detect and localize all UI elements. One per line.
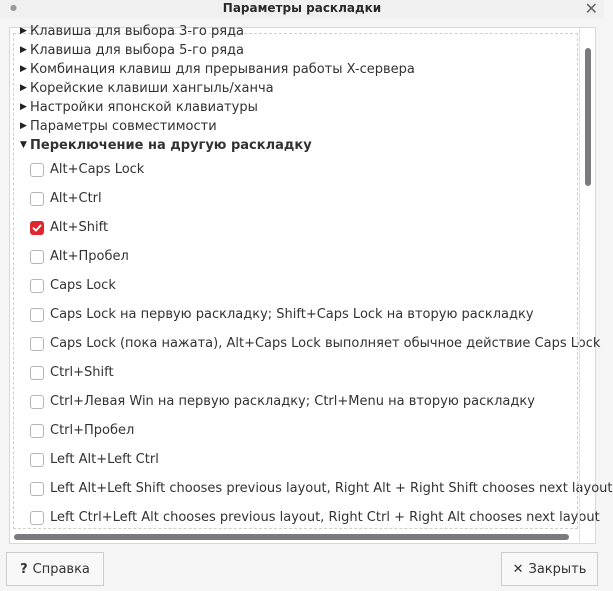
option-label: Alt+Caps Lock bbox=[50, 162, 145, 177]
close-button[interactable] bbox=[501, 552, 598, 586]
tree-group[interactable] bbox=[14, 22, 579, 41]
option-label: Ctrl+Левая Win на первую раскладку; Ctrl+Menu на вторую раскладку bbox=[50, 394, 535, 409]
option-checkbox[interactable] bbox=[30, 192, 44, 206]
option-row[interactable] bbox=[14, 416, 579, 445]
option-row[interactable] bbox=[14, 445, 579, 474]
tree-group-label: Настройки японской клавиатуры bbox=[30, 100, 258, 115]
help-button[interactable] bbox=[6, 552, 104, 586]
vertical-scrollbar[interactable] bbox=[579, 28, 595, 530]
tree-group-label: Клавиша для выбора 3-го ряда bbox=[30, 24, 245, 39]
vertical-scrollbar-thumb[interactable] bbox=[585, 48, 591, 186]
tree-group-label: Переключение на другую раскладку bbox=[30, 138, 312, 153]
option-label: Alt+Пробел bbox=[50, 249, 129, 264]
expand-arrow-icon[interactable]: ▶ bbox=[20, 121, 27, 131]
option-checkbox[interactable] bbox=[30, 482, 44, 496]
option-row[interactable] bbox=[14, 474, 613, 503]
checkmark-icon bbox=[32, 223, 42, 233]
option-checkbox[interactable] bbox=[30, 395, 44, 409]
tree-group[interactable] bbox=[14, 41, 579, 60]
option-checkbox[interactable] bbox=[30, 221, 44, 235]
close-icon: ✕ bbox=[512, 561, 524, 577]
tree-group-label: Параметры совместимости bbox=[30, 119, 217, 134]
option-label: Alt+Shift bbox=[50, 220, 109, 235]
option-row[interactable] bbox=[14, 358, 579, 387]
tree-group[interactable] bbox=[14, 117, 579, 136]
option-checkbox[interactable] bbox=[30, 424, 44, 438]
option-checkbox[interactable] bbox=[30, 366, 44, 380]
tree-content bbox=[14, 22, 613, 532]
expand-arrow-icon[interactable]: ▶ bbox=[20, 26, 27, 36]
tree-group-label: Корейские клавиши хангыль/ханча bbox=[30, 81, 274, 96]
option-checkbox[interactable] bbox=[30, 163, 44, 177]
option-checkbox[interactable] bbox=[30, 279, 44, 293]
option-label: Caps Lock (пока нажата), Alt+Caps Lock выполняет обычное действие Caps Lock bbox=[50, 336, 601, 351]
help-button-label: Справка bbox=[32, 561, 90, 577]
expand-arrow-icon[interactable]: ▶ bbox=[20, 45, 27, 55]
option-label: Caps Lock bbox=[50, 278, 116, 293]
option-checkbox[interactable] bbox=[30, 250, 44, 264]
option-checkbox[interactable] bbox=[30, 337, 44, 351]
option-checkbox[interactable] bbox=[30, 453, 44, 467]
option-label: Ctrl+Пробел bbox=[50, 423, 135, 438]
horizontal-scrollbar-thumb[interactable] bbox=[14, 534, 569, 540]
option-checkbox[interactable] bbox=[30, 511, 44, 525]
title-bar bbox=[0, 0, 604, 18]
option-row[interactable] bbox=[14, 503, 600, 532]
option-row[interactable] bbox=[14, 242, 579, 271]
option-row[interactable] bbox=[14, 329, 601, 358]
option-row[interactable] bbox=[14, 184, 579, 213]
option-label: Caps Lock на первую раскладку; Shift+Caps Lock на вторую раскладку bbox=[50, 307, 534, 322]
option-label: Ctrl+Shift bbox=[50, 365, 114, 380]
tree-group-label: Клавиша для выбора 5-го ряда bbox=[30, 43, 245, 58]
window-close-icon[interactable]: ✕ bbox=[584, 0, 598, 18]
option-label: Left Alt+Left Ctrl bbox=[50, 452, 159, 467]
option-row[interactable] bbox=[14, 387, 579, 416]
expand-arrow-icon[interactable]: ▶ bbox=[20, 64, 27, 74]
tree-group-expanded[interactable] bbox=[14, 136, 579, 155]
tree-group[interactable] bbox=[14, 79, 579, 98]
close-button-label: Закрыть bbox=[528, 561, 587, 577]
option-checkbox[interactable] bbox=[30, 308, 44, 322]
horizontal-scrollbar[interactable] bbox=[10, 530, 580, 544]
option-row[interactable] bbox=[14, 300, 579, 329]
tree-group[interactable] bbox=[14, 60, 579, 79]
window-title: Параметры раскладки bbox=[222, 1, 382, 15]
expand-arrow-icon[interactable]: ▶ bbox=[20, 102, 27, 112]
option-row[interactable] bbox=[14, 213, 579, 242]
collapse-arrow-icon[interactable]: ▼ bbox=[20, 140, 27, 150]
tree-group-label: Комбинация клавиш для прерывания работы X-сервера bbox=[30, 62, 415, 77]
option-label: Left Ctrl+Left Alt chooses previous layout, Right Ctrl + Right Alt chooses next layout bbox=[50, 510, 600, 525]
help-icon: ? bbox=[20, 561, 28, 577]
option-row[interactable] bbox=[14, 155, 579, 184]
expand-arrow-icon[interactable]: ▶ bbox=[20, 83, 27, 93]
options-panel bbox=[9, 24, 613, 544]
option-label: Left Alt+Left Shift chooses previous layout, Right Alt + Right Shift chooses next layout bbox=[50, 481, 613, 496]
scroll-corner bbox=[579, 530, 595, 544]
window-menu-icon[interactable]: ● bbox=[10, 3, 17, 12]
option-row[interactable] bbox=[14, 271, 579, 300]
option-label: Alt+Ctrl bbox=[50, 191, 102, 206]
options-tree bbox=[13, 24, 613, 529]
tree-group[interactable] bbox=[14, 98, 579, 117]
